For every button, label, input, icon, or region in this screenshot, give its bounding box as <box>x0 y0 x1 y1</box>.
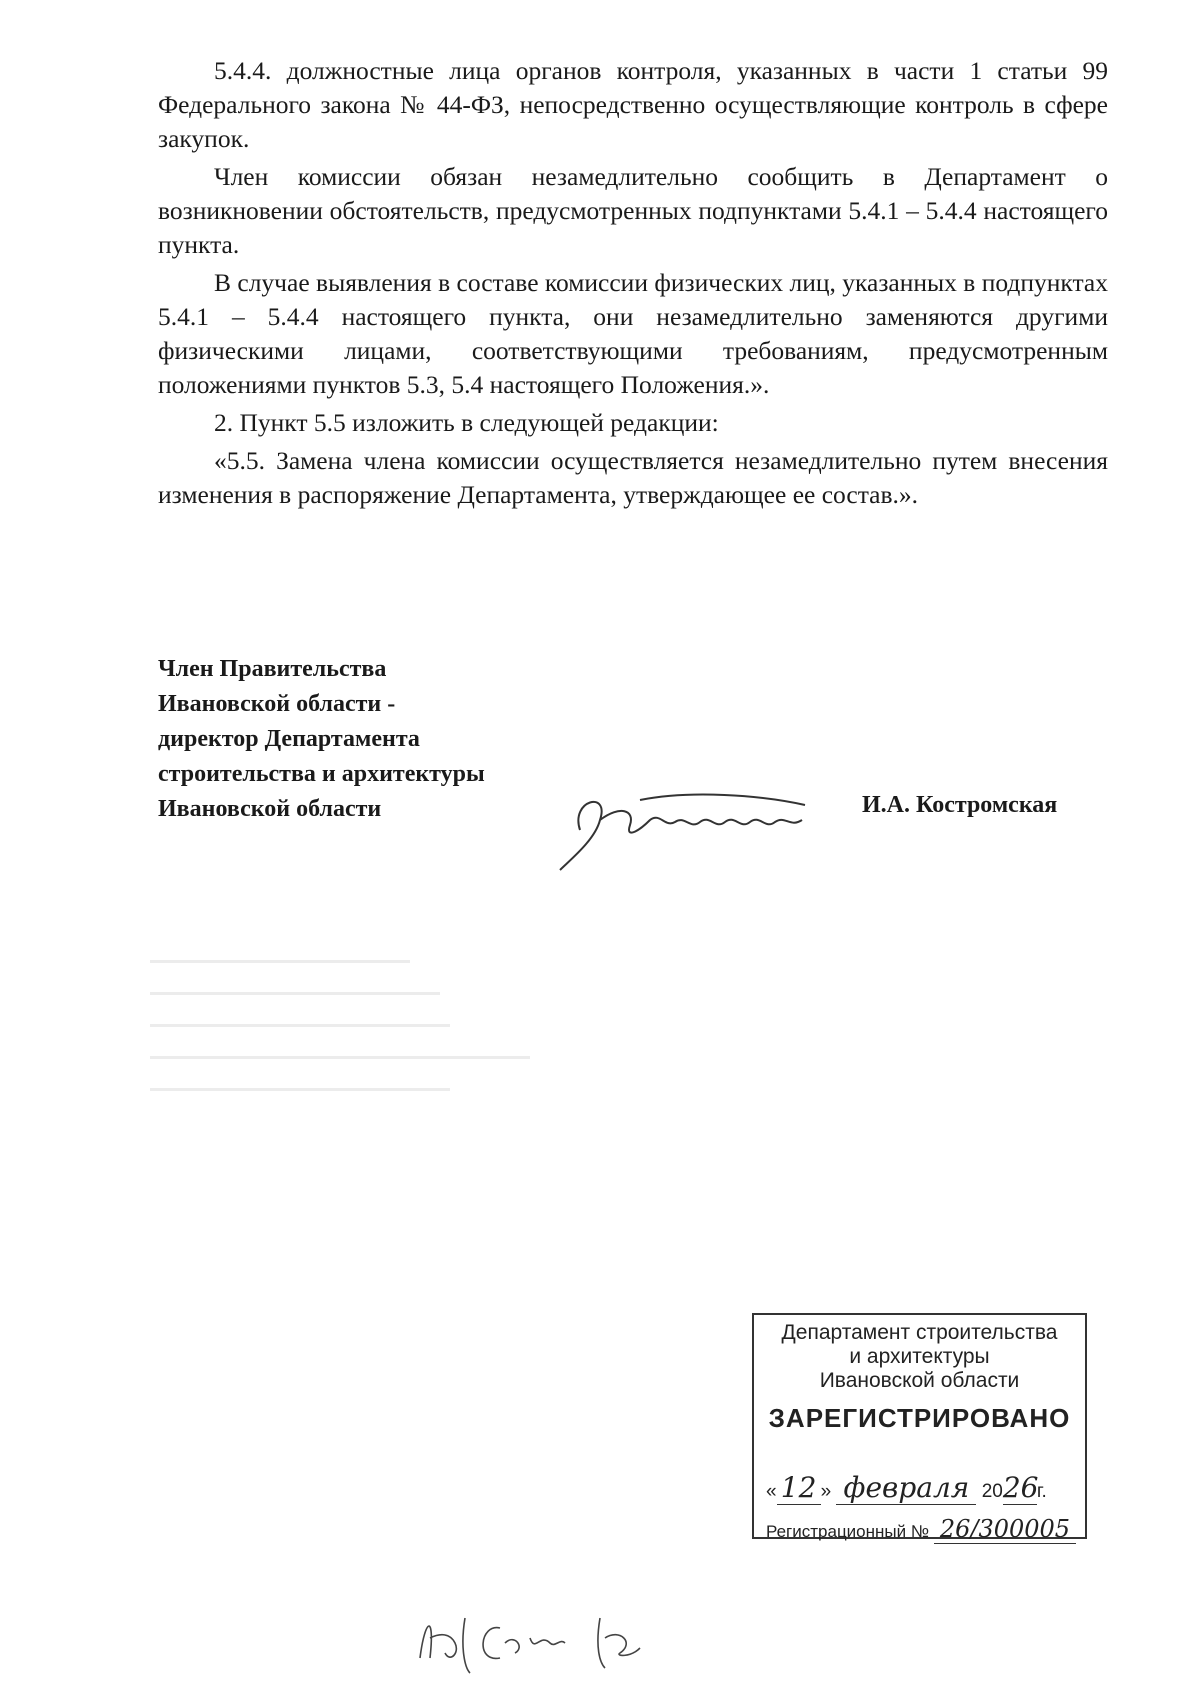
stamp-reg-number-row <box>766 1515 1076 1544</box>
stamp-year-prefix: 20 <box>981 1481 1003 1502</box>
paragraph-5-4-4: 5.4.4. должностные лица органов контроля, указанных в части 1 статьи 99 Федерального закона № 44-ФЗ, непосредственно осуществляющие контроль в сфере закупок. <box>158 56 1108 153</box>
signatory-title <box>158 652 485 827</box>
handwritten-initials <box>410 1598 690 1678</box>
stamp-org-line: Департамент строительства <box>781 1321 1058 1344</box>
signatory-title-line: Член Правительства <box>158 656 387 682</box>
stamp-org-line: и архитектуры <box>849 1345 990 1368</box>
paragraph-replacement: В случае выявления в составе комиссии физических лиц, указанных в подпунктах 5.4.1 – 5.4.4 настоящего пункта, они незамедлительно заменяются другими физическими лицами, соответствующими требованиям, предусмотренным положениями пунктов 5.3, 5.4 настоящего Положения.». <box>158 268 1108 399</box>
stamp-year-unit: г. <box>1036 1481 1047 1502</box>
signatory-title-line: Ивановской области <box>158 796 382 822</box>
paragraph-member-obligation: Член комиссии обязан незамедлительно сообщить в Департамент о возникновении обстоятельств, предусмотренных подпунктами 5.4.1 – 5.4.4 настоящего пункта. <box>158 162 1108 259</box>
stamp-day: 12 <box>777 1471 821 1505</box>
stamp-organization <box>754 1321 1085 1393</box>
document-body <box>158 54 1108 516</box>
registration-stamp <box>752 1313 1087 1543</box>
stamp-reg-number-label: Регистрационный № <box>766 1522 930 1541</box>
faded-text-block <box>150 960 530 1120</box>
stamp-registered-label: ЗАРЕГИСТРИРОВАНО <box>768 1403 1071 1433</box>
stamp-date: « 12 » февраля 2026г. <box>766 1471 1047 1504</box>
stamp-month: февраля <box>836 1471 976 1505</box>
signatory-name: И.А. Костромская <box>862 792 1058 818</box>
signatory-title-line: Ивановской области - <box>158 691 396 717</box>
stamp-reg-number: 26/300005 <box>934 1515 1076 1544</box>
paragraph-item-2: 2. Пункт 5.5 изложить в следующей редакции: <box>214 408 719 437</box>
signatory-title-line: строительства и архитектуры <box>158 761 485 787</box>
handwritten-signature <box>540 770 840 880</box>
paragraph-5-5: «5.5. Замена члена комиссии осуществляется незамедлительно путем внесения изменения в распоряжение Департамента, утверждающее ее состав.». <box>158 446 1108 509</box>
stamp-org-line: Ивановской области <box>819 1369 1020 1392</box>
signatory-title-line: директор Департамента <box>158 726 420 752</box>
stamp-year-suffix: 26 <box>1002 1471 1039 1504</box>
